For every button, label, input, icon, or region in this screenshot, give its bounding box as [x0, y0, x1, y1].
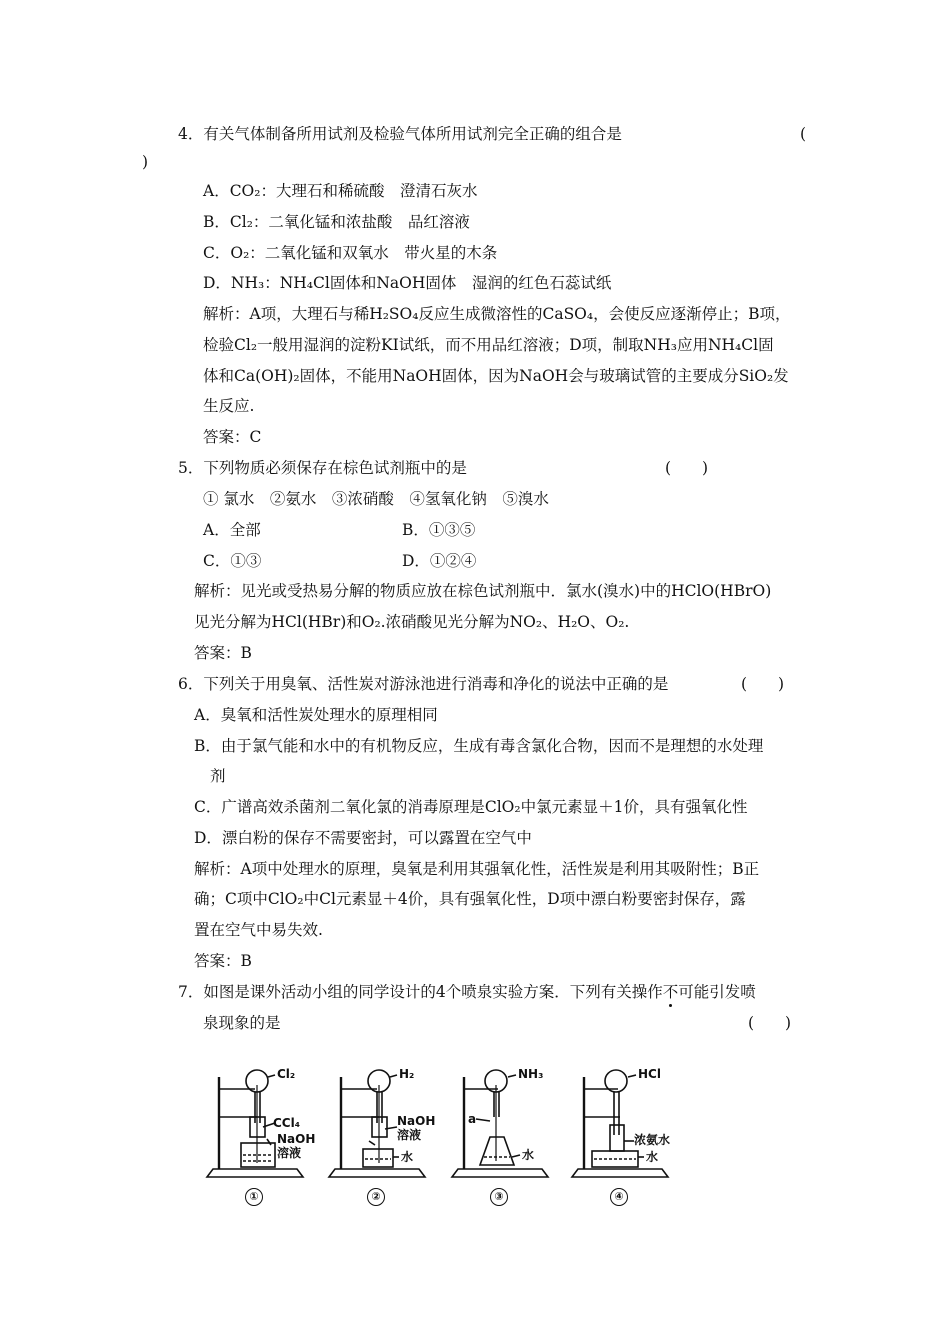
gas-label-2: H₂	[399, 1067, 415, 1081]
q5-explanation-line1: 解析：见光或受热易分解的物质应放在棕色试剂瓶中．氯水(溴水)中的HClO(HBrO)	[194, 582, 772, 600]
q4-explanation-line2: 检验Cl₂一般用湿润的淀粉KI试纸，而不用品红溶液；D项，制取NH₃应用NH₄Cl固	[203, 336, 774, 354]
q5-option-b: B．①③⑤	[402, 521, 476, 539]
q6-option-a: A．臭氧和活性炭处理水的原理相同	[194, 706, 438, 724]
q6-option-b-line2: 剂	[210, 767, 226, 785]
q7-stem-part-b: 可能引发喷	[678, 983, 756, 1001]
q7-stem-part-a: 7．如图是课外活动小组的同学设计的4个喷泉实验方案．下列有关操作	[178, 983, 663, 1001]
q7-emphasis-not: 不	[662, 983, 679, 1001]
q5-items: ① 氯水 ②氨水 ③浓硝酸 ④氢氧化钠 ⑤溴水	[203, 490, 549, 508]
clip-label-3: a	[468, 1112, 477, 1126]
gas-label-1: Cl₂	[277, 1067, 296, 1081]
q6-stem: 6．下列关于用臭氧、活性炭对游泳池进行消毒和净化的说法中正确的是	[178, 675, 669, 693]
liquid-label-2b: 溶液	[397, 1128, 422, 1142]
apparatus-4	[570, 1065, 680, 1215]
fountain-experiment-figure	[205, 1065, 675, 1215]
q6-explanation-line3: 置在空气中易失效.	[194, 921, 323, 939]
figure-number-2: ②	[367, 1188, 385, 1206]
q6-answer: 答案：B	[194, 952, 252, 970]
q5-option-c: C．①③	[203, 552, 262, 570]
q4-stem: 4．有关气体制备所用试剂及检验气体所用试剂完全正确的组合是	[178, 125, 622, 143]
gas-label-4: HCl	[638, 1067, 661, 1081]
apparatus-3	[450, 1065, 560, 1215]
q7-stem-line2: 泉现象的是	[203, 1014, 281, 1032]
q5-explanation-line2: 见光分解为HCl(HBr)和O₂.浓硝酸见光分解为NO₂、H₂O、O₂.	[194, 613, 630, 631]
figure-number-3: ③	[490, 1188, 508, 1206]
liquid-label-1a: CCl₄	[273, 1116, 300, 1130]
q4-option-b: B．Cl₂：二氧化锰和浓盐酸 品红溶液	[203, 213, 470, 231]
q6-explanation-line1: 解析：A项中处理水的原理，臭氧是利用其强氧化性，活性炭是利用其吸附性；B正	[194, 860, 760, 878]
q4-explanation-line1: 解析：A项，大理石与稀H₂SO₄反应生成微溶性的CaSO₄，会使反应逐渐停止；B项，	[203, 305, 791, 323]
q4-paren-open: (	[800, 125, 807, 143]
q7-stem-line1	[178, 982, 756, 1002]
apparatus-1	[205, 1065, 315, 1215]
q6-option-c: C．广谱高效杀菌剂二氧化氯的消毒原理是ClO₂中氯元素显＋1价，具有强氧化性	[194, 798, 748, 816]
q4-explanation-line4: 生反应.	[203, 397, 255, 415]
q5-option-a: A．全部	[203, 521, 261, 539]
figure-number-1: ①	[245, 1188, 263, 1206]
q6-paren: ( )	[741, 675, 785, 693]
q5-option-d: D．①②④	[402, 552, 477, 570]
liquid-label-2a: NaOH	[397, 1114, 436, 1128]
gas-label-3: NH₃	[518, 1067, 544, 1081]
apparatus-2	[327, 1065, 437, 1215]
figure-number-4: ④	[610, 1188, 628, 1206]
q4-option-a: A．CO₂：大理石和稀硫酸 澄清石灰水	[203, 182, 478, 200]
q5-stem: 5．下列物质必须保存在棕色试剂瓶中的是	[178, 459, 467, 477]
q6-explanation-line2: 确；C项中ClO₂中Cl元素显＋4价，具有强氧化性，D项中漂白粉要密封保存，露	[194, 890, 746, 908]
liquid-label-4b: 水	[646, 1150, 659, 1164]
q4-explanation-line3: 体和Ca(OH)₂固体，不能用NaOH固体，因为NaOH会与玻璃试管的主要成分SiO₂发	[203, 367, 789, 385]
q4-answer: 答案：C	[203, 428, 262, 446]
liquid-label-1c: 溶液	[277, 1146, 302, 1160]
liquid-label-3: 水	[522, 1148, 535, 1162]
liquid-label-2c: 水	[401, 1150, 414, 1164]
q6-option-d: D．漂白粉的保存不需要密封，可以露置在空气中	[194, 829, 532, 847]
q4-paren-close: )	[142, 153, 149, 171]
q4-option-c: C．O₂：二氧化锰和双氧水 带火星的木条	[203, 244, 498, 262]
liquid-label-1b: NaOH	[277, 1132, 316, 1146]
q5-answer: 答案：B	[194, 644, 252, 662]
q5-paren: ( )	[665, 459, 709, 477]
q6-option-b-line1: B．由于氯气能和水中的有机物反应，生成有毒含氯化合物，因而不是理想的水处理	[194, 737, 764, 755]
q7-paren: ( )	[748, 1014, 792, 1032]
liquid-label-4a: 浓氨水	[634, 1133, 671, 1147]
q4-option-d: D．NH₃：NH₄Cl固体和NaOH固体 湿润的红色石蕊试纸	[203, 274, 612, 292]
